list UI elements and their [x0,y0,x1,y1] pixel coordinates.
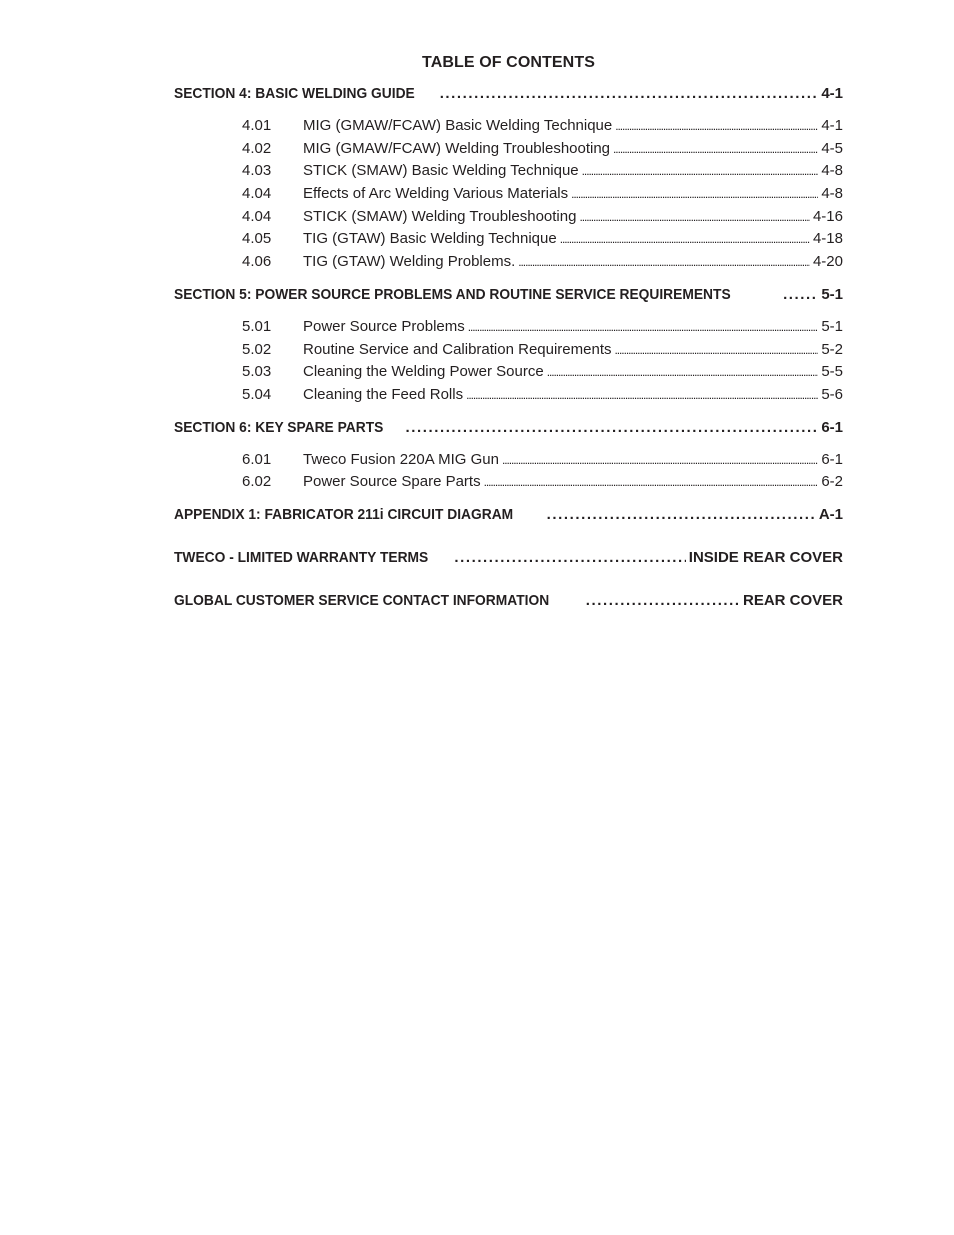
table-of-contents [174,52,843,612]
toc-section-6[interactable] [174,417,843,439]
item-number: 5.03 [242,363,272,381]
dot-leader [560,228,810,251]
toc-item[interactable] [174,115,843,138]
item-page: 5-2 [821,340,843,358]
toc-item[interactable] [174,339,843,362]
dot-leader [454,547,685,569]
toc-item[interactable] [174,138,843,161]
item-page: 4-20 [812,253,843,271]
item-title: Cleaning the Welding Power Source [303,363,544,381]
dot-leader [615,339,819,362]
dot-leader [579,206,810,229]
item-title: TIG (GTAW) Welding Problems. [303,253,516,271]
item-number: 4.05 [242,230,272,248]
section-page: 6-1 [821,418,843,436]
item-page: 4-5 [821,139,843,157]
contact-title: GLOBAL CUSTOMER SERVICE CONTACT INFORMATION [174,591,550,609]
item-title: Effects of Arc Welding Various Materials [303,185,569,203]
dot-leader [571,183,818,206]
item-page: 4-1 [821,117,843,134]
item-page: 5-1 [821,317,843,335]
toc-section-5[interactable] [174,284,843,306]
warranty-page: INSIDE REAR COVER [688,548,843,566]
item-number: 6.01 [242,450,272,468]
dot-leader [586,590,740,612]
dot-leader [502,449,818,472]
item-title: MIG (GMAW/FCAW) Basic Welding Technique [303,117,613,134]
toc-item[interactable] [174,316,843,339]
item-title: Cleaning the Feed Rolls [303,385,464,403]
toc-item[interactable] [174,384,843,407]
section-title: SECTION 5: POWER SOURCE PROBLEMS AND ROUTINE SERVICE REQUIREMENTS [174,285,731,303]
item-title: STICK (SMAW) Basic Welding Technique [303,162,579,180]
item-title: MIG (GMAW/FCAW) Welding Troubleshooting [303,139,611,157]
dot-leader [615,115,818,138]
item-number: 4.03 [242,162,272,180]
dot-leader [613,138,818,161]
item-title: STICK (SMAW) Welding Troubleshooting [303,207,577,225]
item-number: 5.01 [242,317,272,335]
toc-section-4[interactable] [174,83,843,105]
toc-item[interactable] [174,471,843,494]
toc-item[interactable] [174,361,843,384]
section-page: 5-1 [821,285,843,303]
item-page: 6-1 [821,450,843,468]
toc-item[interactable] [174,228,843,251]
dot-leader [468,316,819,339]
dot-leader [582,160,819,183]
item-number: 6.02 [242,473,272,491]
appendix-page: A-1 [818,505,843,523]
toc-contact[interactable] [174,590,843,612]
toc-item[interactable] [174,160,843,183]
item-title: Power Source Spare Parts [303,473,481,491]
section-title: SECTION 6: KEY SPARE PARTS [174,418,384,436]
item-page: 5-5 [821,363,843,381]
toc-appendix[interactable] [174,504,843,526]
dot-leader [466,384,818,407]
toc-item[interactable] [174,206,843,229]
item-page: 4-18 [812,230,843,248]
item-number: 4.01 [242,117,272,134]
item-title: Power Source Problems [303,317,465,335]
contact-page: REAR COVER [742,591,843,609]
item-title: Tweco Fusion 220A MIG Gun [303,450,499,468]
item-page: 4-16 [812,207,843,225]
toc-warranty[interactable] [174,547,843,569]
appendix-title: APPENDIX 1: FABRICATOR 211i CIRCUIT DIAGRAM [174,505,514,523]
dot-leader [518,251,810,274]
item-page: 4-8 [821,185,843,203]
section-page: 4-1 [821,85,843,102]
dot-leader [783,284,818,306]
item-number: 4.04 [242,207,272,225]
dot-leader [406,417,819,439]
dot-leader [547,361,819,384]
toc-item[interactable] [174,251,843,274]
dot-leader [547,504,816,526]
toc-title: TABLE OF CONTENTS [422,54,595,71]
item-page: 5-6 [821,385,843,403]
toc-item[interactable] [174,183,843,206]
item-page: 4-8 [821,162,843,180]
item-title: TIG (GTAW) Basic Welding Technique [303,230,557,248]
item-page: 6-2 [821,473,843,491]
warranty-title: TWECO - LIMITED WARRANTY TERMS [174,548,429,566]
dot-leader [440,83,819,105]
item-number: 4.06 [242,253,272,271]
item-number: 4.02 [242,139,272,157]
item-number: 5.02 [242,340,272,358]
item-title: Routine Service and Calibration Requirements [303,340,612,358]
dot-leader [484,471,819,494]
section-title: SECTION 4: BASIC WELDING GUIDE [174,85,415,102]
item-number: 4.04 [242,185,272,203]
toc-item[interactable] [174,449,843,472]
item-number: 5.04 [242,385,272,403]
